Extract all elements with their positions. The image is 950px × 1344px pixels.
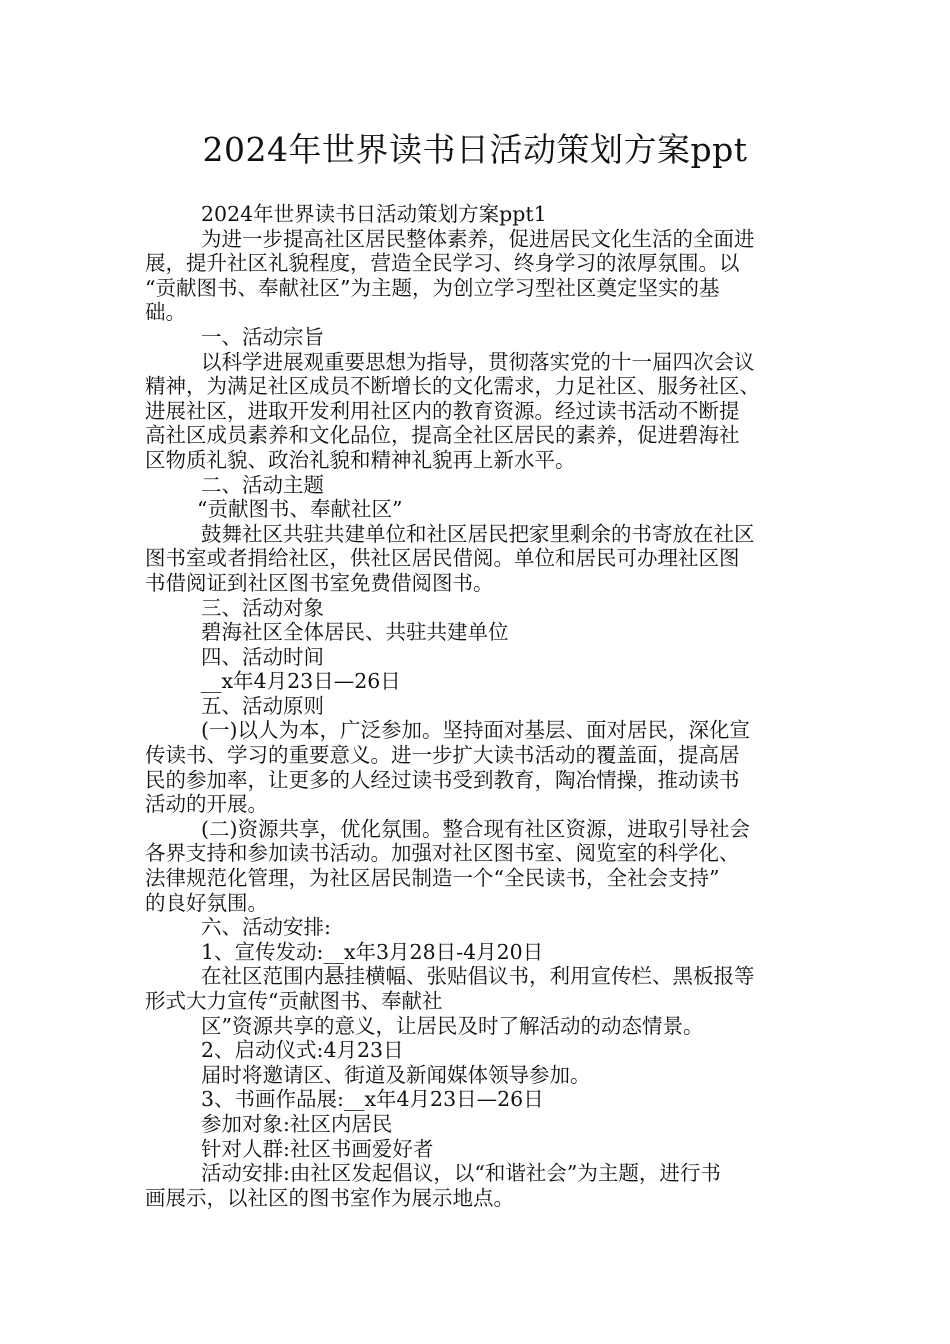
text-line: 图书室或者捐给社区，供社区居民借阅。单位和居民可办理社区图	[145, 546, 740, 571]
text-line: 一、活动宗旨	[201, 324, 324, 349]
text-line: 区”资源共享的意义，让居民及时了解活动的动态情景。	[201, 1013, 704, 1038]
text-line: 民的参加率，让更多的人经过读书受到教育，陶冶情操，推动读书	[145, 767, 740, 792]
text-line: 3、书画作品展:__x年4月23日—26日	[201, 1087, 544, 1112]
text-line: 二、活动主题	[201, 472, 324, 497]
text-line: 法律规范化管理，为社区居民制造一个“全民读书，全社会支持”	[145, 866, 720, 891]
text-line: 届时将邀请区、街道及新闻媒体领导参加。	[201, 1062, 591, 1087]
text-line: 2、启动仪式:4月23日	[201, 1038, 404, 1063]
text-line: 三、活动对象	[201, 595, 324, 620]
text-line: 碧海社区全体居民、共驻共建单位	[201, 620, 509, 645]
text-line: (一)以人为本，广泛参加。坚持面对基层、面对居民，深化宣	[201, 718, 750, 743]
text-line: 的良好氛围。	[145, 890, 268, 915]
text-line: 六、活动安排:	[201, 915, 331, 940]
text-line: __x年4月23日—26日	[201, 669, 401, 694]
text-line: (二)资源共享，优化氛围。整合现有社区资源，进取引导社会	[201, 816, 750, 841]
text-line: 为进一步提高社区居民整体素养，促进居民文化生活的全面进	[201, 226, 755, 251]
document-title: 2024年世界读书日活动策划方案ppt	[202, 130, 748, 169]
text-line: 精神，为满足社区成员不断增长的文化需求，力足社区、服务社区、	[145, 374, 760, 399]
text-line: 五、活动原则	[201, 693, 324, 718]
text-line: 形式大力宣传“贡献图书、奉献社	[145, 989, 443, 1013]
text-line: 础。	[145, 300, 186, 325]
text-line: 在社区范围内悬挂横幅、张贴倡议书，利用宣传栏、黑板报等	[201, 964, 755, 989]
text-line: 参加对象:社区内居民	[201, 1111, 393, 1136]
text-line: 区物质礼貌、政治礼貌和精神礼貌再上新水平。	[145, 447, 576, 472]
text-line: 书借阅证到社区图书室免费借阅图书。	[145, 570, 494, 595]
text-line: 以科学进展观重要思想为指导，贯彻落实党的十一届四次会议	[201, 349, 755, 374]
text-line: 进展社区，进取开发利用社区内的教育资源。经过读书活动不断提	[145, 398, 740, 423]
text-line: 2024年世界读书日活动策划方案ppt1	[201, 202, 547, 226]
text-line: 高社区成员素养和文化品位，提高全社区居民的素养，促进碧海社	[145, 423, 740, 448]
text-line: 鼓舞社区共驻共建单位和社区居民把家里剩余的书寄放在社区	[201, 521, 755, 546]
text-line: 活动安排:由社区发起倡议，以“和谐社会”为主题，进行书	[201, 1161, 721, 1186]
text-line: 传读书、学习的重要意义。进一步扩大读书活动的覆盖面，提高居	[145, 743, 740, 768]
text-line: 各界支持和参加读书活动。加强对社区图书室、阅览室的科学化、	[145, 841, 740, 866]
text-line: 针对人群:社区书画爱好者	[201, 1136, 434, 1161]
text-line: 四、活动时间	[201, 644, 324, 669]
text-line: “贡献图书、奉献社区”为主题，为创立学习型社区奠定坚实的基	[145, 275, 720, 300]
document-body	[145, 202, 810, 1210]
text-line: 活动的开展。	[145, 792, 268, 817]
text-line: 画展示，以社区的图书室作为展示地点。	[145, 1185, 514, 1210]
text-line: 1、宣传发动:__x年3月28日-4月20日	[201, 939, 544, 964]
text-line: “贡献图书、奉献社区”	[197, 497, 403, 522]
text-line: 展，提升社区礼貌程度，营造全民学习、终身学习的浓厚氛围。以	[145, 251, 740, 276]
